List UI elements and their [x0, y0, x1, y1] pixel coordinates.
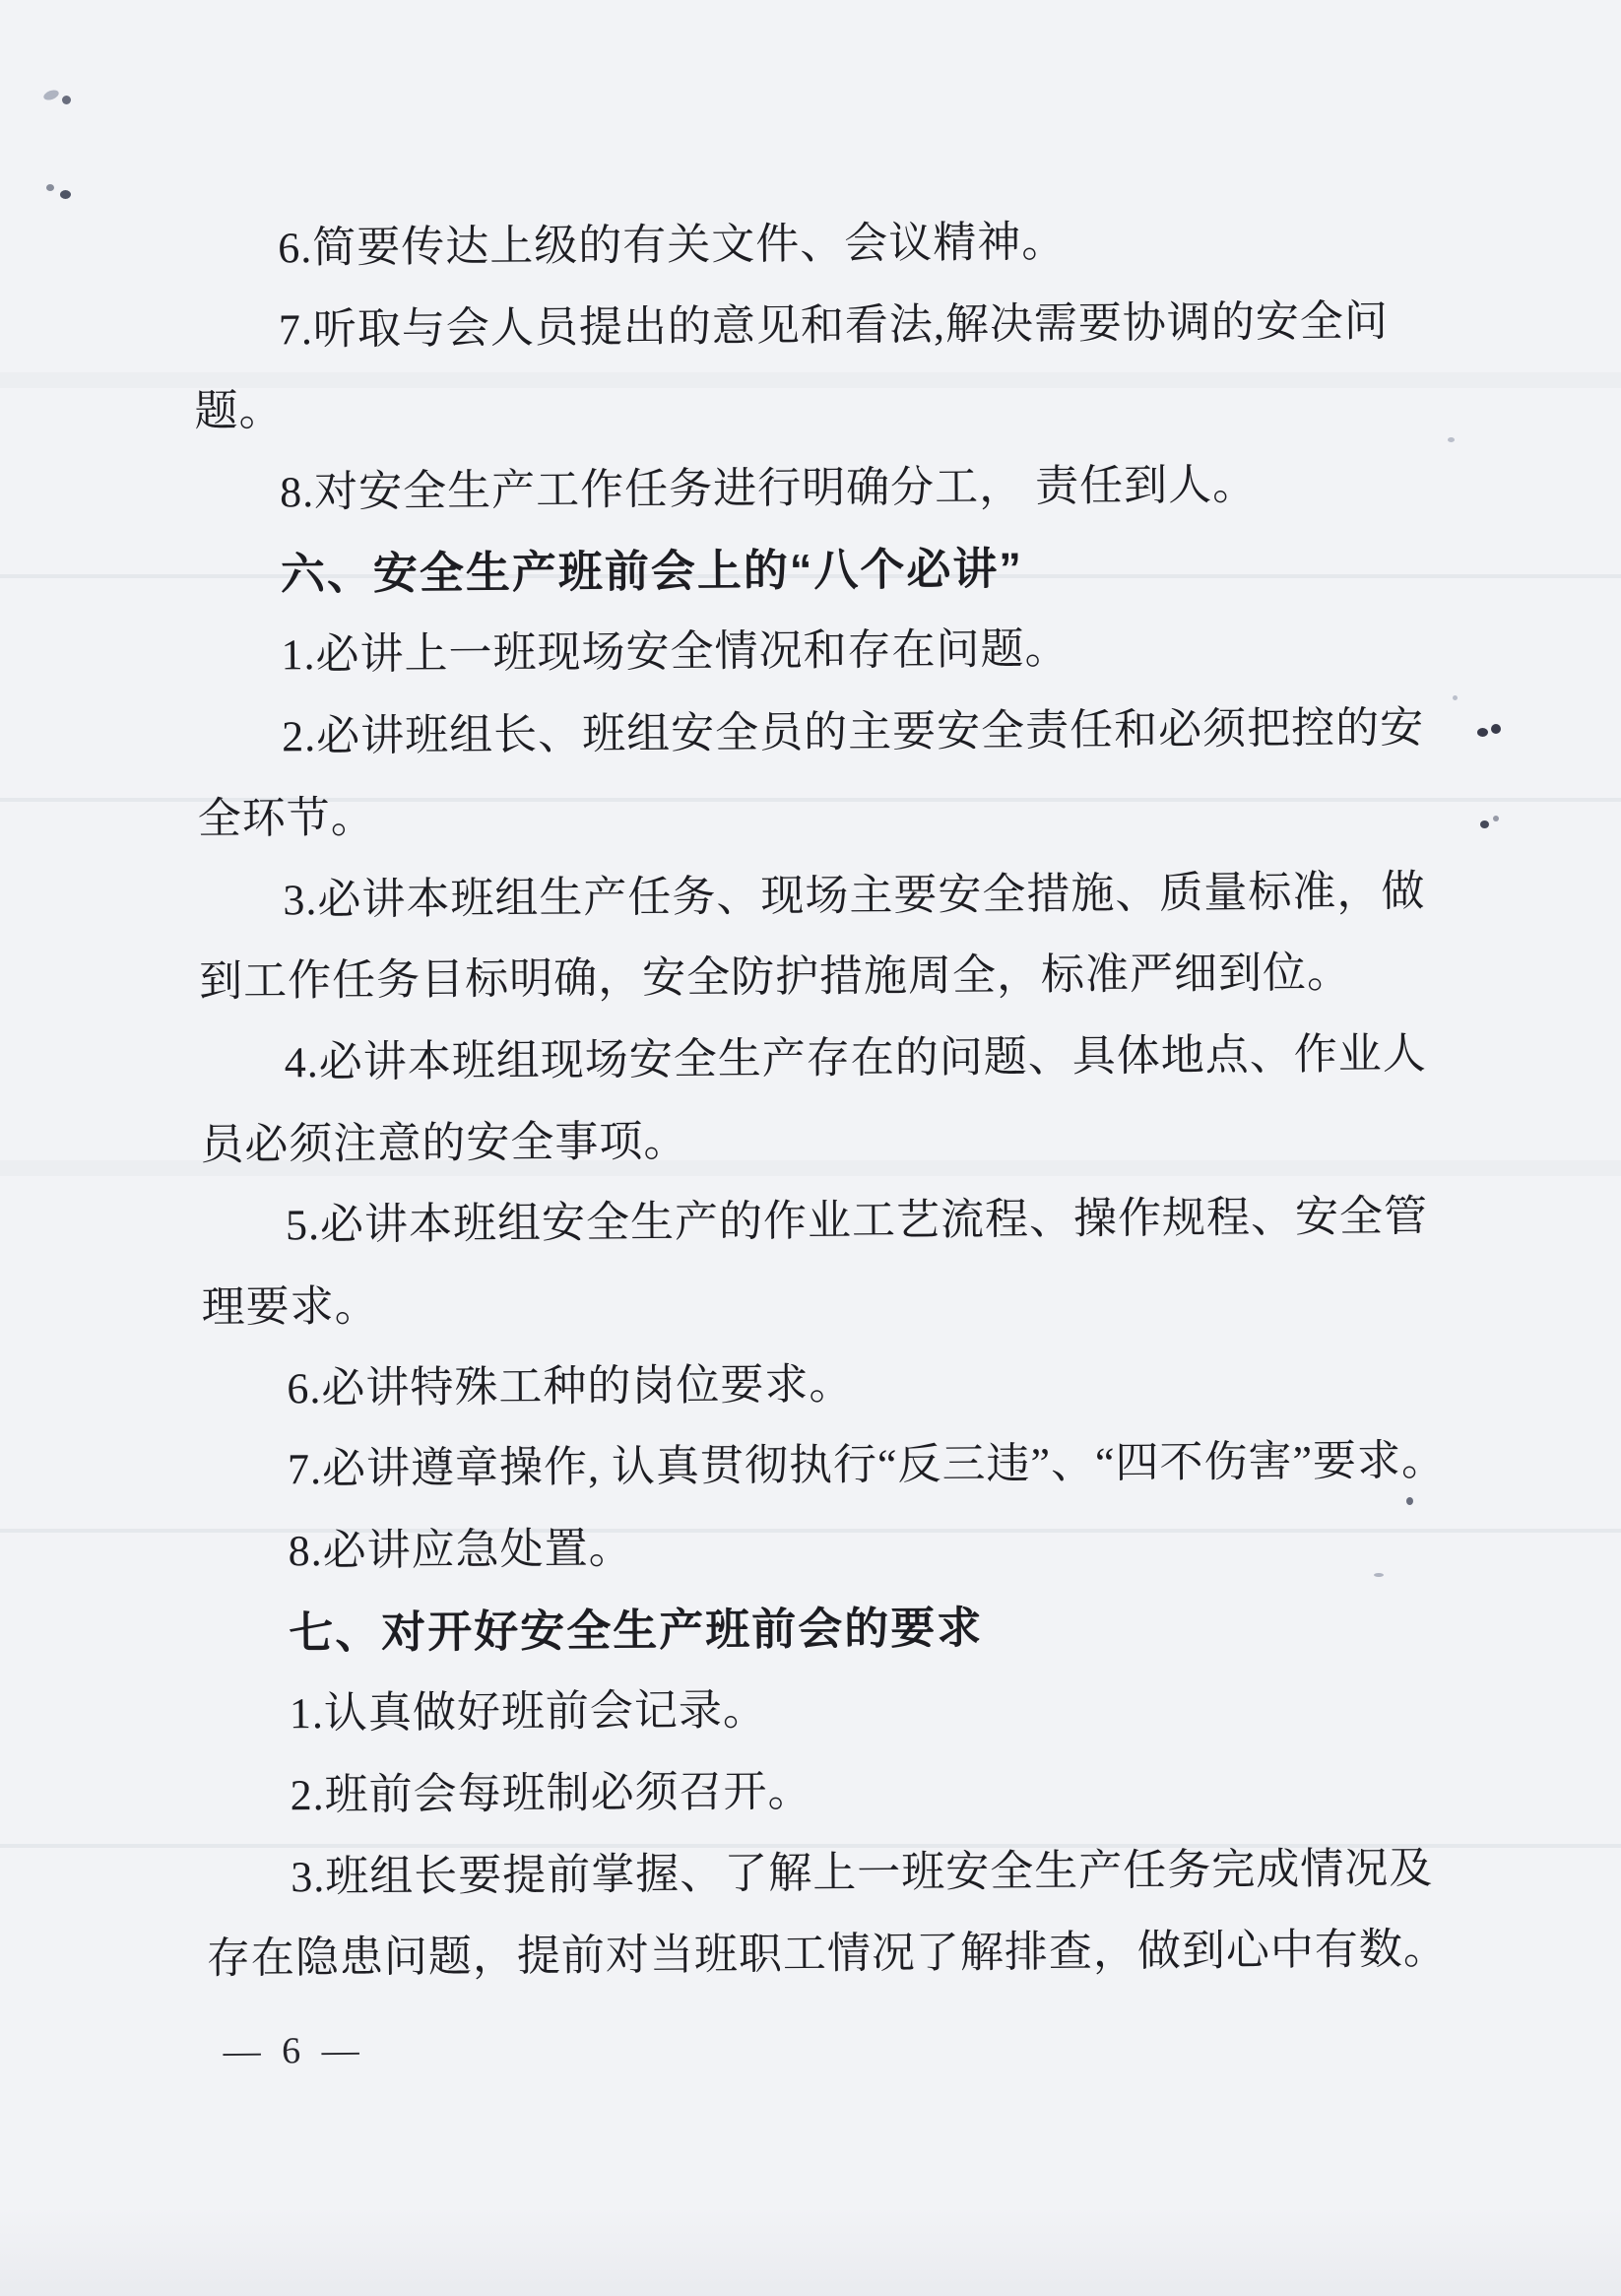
- text-line: 6.必讲特殊工种的岗位要求。: [287, 1359, 854, 1412]
- ink-speck: [1480, 820, 1489, 828]
- scan-band: [0, 2207, 1621, 2296]
- text-line: 3.必讲本班组生产任务、现场主要安全措施、质量标准，做: [283, 866, 1426, 924]
- ink-speck: [42, 89, 60, 102]
- text-line: 8.对安全生产工作任务进行明确分工， 责任到人。: [280, 460, 1258, 517]
- text-line: 题。: [194, 386, 284, 436]
- ink-speck: [46, 184, 54, 191]
- text-line: 7.听取与会人员提出的意见和看法,解决需要协调的安全问: [278, 296, 1390, 355]
- ink-speck: [1477, 728, 1488, 737]
- text-line: 7.必讲遵章操作, 认真贯彻执行“反三违”、“四不伤害”要求。: [287, 1436, 1447, 1494]
- ink-speck: [1491, 724, 1501, 734]
- text-line: 6.简要传达上级的有关文件、会议精神。: [278, 218, 1067, 273]
- text-line: 4.必讲本班组现场安全生产存在的问题、具体地点、作业人: [284, 1029, 1427, 1087]
- text-line: 理要求。: [201, 1281, 379, 1332]
- text-line: 5.必讲本班组安全生产的作业工艺流程、操作规程、安全管: [285, 1192, 1429, 1250]
- text-line: 3.班组长要提前掌握、了解上一班安全生产任务完成情况及: [291, 1843, 1434, 1902]
- text-line: 1.必讲上一班现场安全情况和存在问题。: [281, 624, 1070, 680]
- text-block: [193, 199, 1478, 2073]
- text-line: 存在隐患问题，提前对当班职工情况了解排查，做到心中有数。: [206, 1925, 1449, 1984]
- text-line: 8.必讲应急处置。: [288, 1524, 633, 1576]
- text-line: 1.认真做好班前会记录。: [289, 1685, 768, 1738]
- text-line: 到工作任务目标明确，安全防护措施周全，标准严细到位。: [198, 949, 1352, 1007]
- text-line: 2.必讲班组长、班组安全员的主要安全责任和必须把控的安: [281, 703, 1425, 761]
- section-heading: 七、对开好安全生产班前会的要求: [289, 1602, 984, 1658]
- ink-speck: [62, 96, 71, 104]
- text-line: 2.班前会每班制必须召开。: [290, 1767, 812, 1820]
- ink-speck: [60, 190, 71, 199]
- text-line: 全环节。: [197, 793, 375, 843]
- text-line: 员必须注意的安全事项。: [200, 1116, 688, 1169]
- page-number: — 6 —: [223, 2029, 365, 2072]
- section-heading: 六、安全生产班前会上的“八个必讲”: [280, 543, 1024, 600]
- ink-speck: [1493, 816, 1499, 821]
